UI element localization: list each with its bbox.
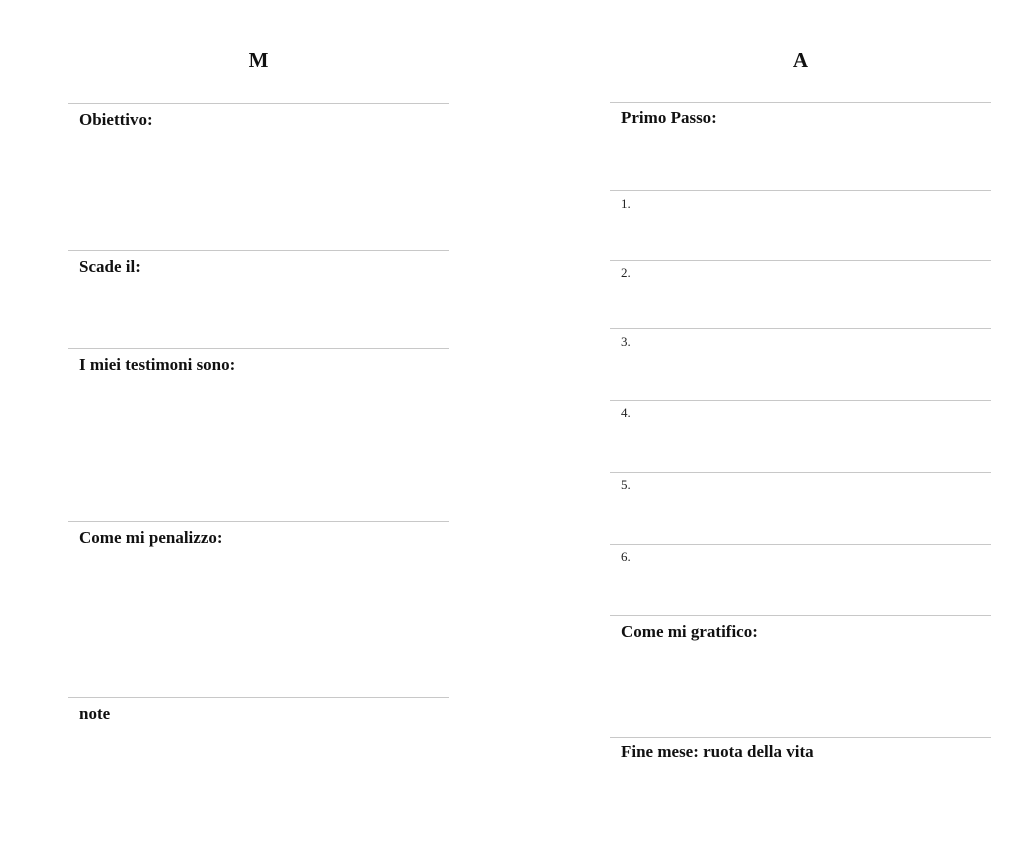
first-step-label: Primo Passo: — [621, 108, 717, 127]
step-number-1: 1. — [621, 196, 631, 211]
divider — [610, 544, 991, 545]
step-number-6: 6. — [621, 549, 631, 564]
step-number-2: 2. — [621, 265, 631, 280]
deadline-label: Scade il: — [79, 257, 141, 276]
divider — [610, 260, 991, 261]
divider — [610, 737, 991, 738]
left-column-heading: M — [248, 48, 269, 72]
step-number-4: 4. — [621, 405, 631, 420]
divider — [68, 250, 449, 251]
step-number-3: 3. — [621, 334, 631, 349]
divider — [610, 400, 991, 401]
divider — [68, 697, 449, 698]
reward-label: Come mi gratifico: — [621, 622, 758, 641]
divider — [610, 102, 991, 103]
month-end-label: Fine mese: ruota della vita — [621, 742, 814, 761]
divider — [68, 521, 449, 522]
step-number-5: 5. — [621, 477, 631, 492]
divider — [610, 328, 991, 329]
penalty-label: Come mi penalizzo: — [79, 528, 223, 547]
notes-label: note — [79, 704, 111, 723]
witnesses-label: I miei testimoni sono: — [79, 355, 236, 374]
objective-label: Obiettivo: — [79, 110, 153, 129]
divider — [610, 190, 991, 191]
divider — [68, 103, 449, 104]
right-column-heading: A — [792, 48, 809, 72]
divider — [610, 472, 991, 473]
divider — [610, 615, 991, 616]
divider — [68, 348, 449, 349]
